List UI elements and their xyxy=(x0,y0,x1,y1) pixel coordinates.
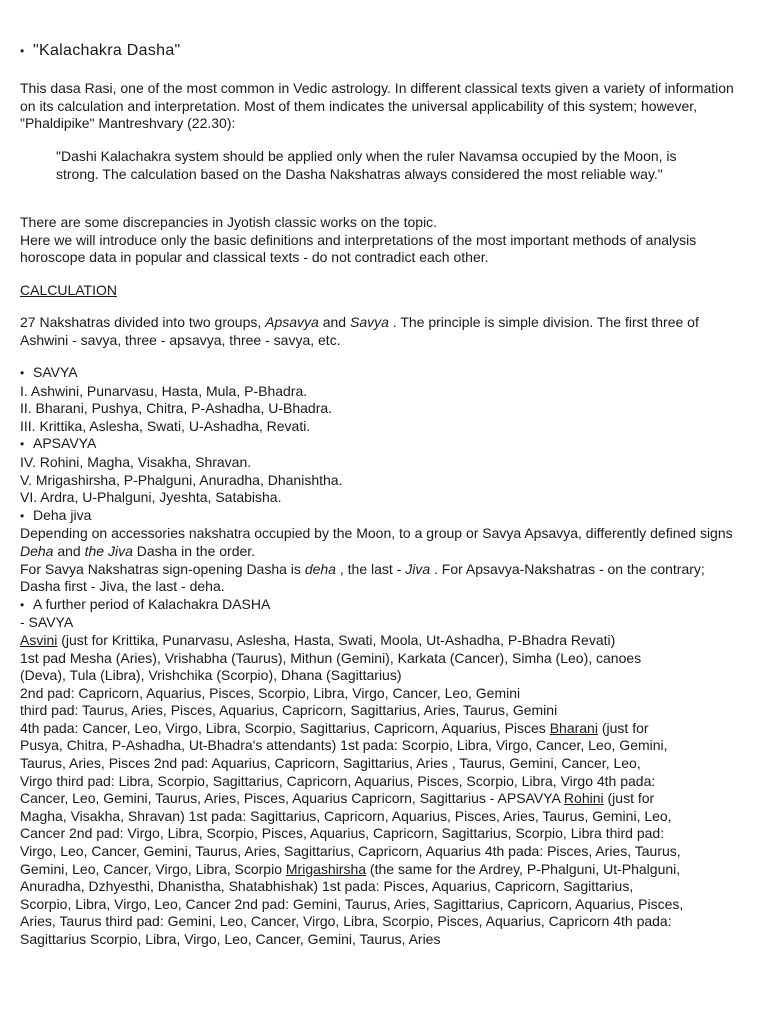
introduction-line: Here we will introduce only the basic definitions and interpretations of the most important methods of analysis horoscope data in popular and classical texts - do not contradict each other. xyxy=(20,231,697,266)
bharani-line-5: Cancer, Leo, Gemini, Taurus, Aries, Pisces, Aquarius Capricorn, Sagittarius - APSAVYA Rohini (just for xyxy=(20,790,655,807)
savya-dash-label: - SAVYA xyxy=(20,614,74,631)
asvini-line-3: (Deva), Tula (Libra), Vrishchika (Scorpio), Dhana (Sagittarius) xyxy=(20,667,402,684)
bharani-line-4: Virgo third pad: Libra, Scorpio, Sagittarius, Capricorn, Aquarius, Pisces, Scorpio, Libra, Virgo 4th pada: xyxy=(20,772,656,789)
page-title: • "Kalachakra Dasha" xyxy=(20,42,181,61)
calculation-heading[interactable]: CALCULATION xyxy=(20,282,117,298)
bharani-line-2: Pusya, Chitra, P-Ashadha, Ut-Bhadra's attendants) 1st pada: Scorpio, Libra, Virgo, Cancer, Leo, Gemini, xyxy=(20,737,668,754)
intro-paragraph: This dasa Rasi, one of the most common in Vedic astrology. In different classical texts given a variety of information on its calculation and interpretation. Most of them indicates the universal applicability of this system; however, "Phaldipike" Mantreshvary (22.30): xyxy=(20,80,734,132)
mrigashirsha-link[interactable]: Mrigashirsha xyxy=(285,860,367,877)
rohini-link[interactable]: Rohini xyxy=(563,790,604,807)
discrepancies-paragraph xyxy=(20,214,740,267)
mrigashirsha-line-5: Sagittarius Scorpio, Libra, Virgo, Leo, Cancer, Gemini, Taurus, Aries xyxy=(20,931,441,947)
nakshatra-groups xyxy=(20,364,740,949)
asvini-line-1: Asvini (just for Krittika, Punarvasu, Aslesha, Hasta, Swati, Moola, Ut-Ashadha, P-Bhadra Revati) xyxy=(20,631,616,648)
rohini-line-5: Gemini, Leo, Cancer, Virgo, Libra, Scorpio Mrigashirsha (the same for the Ardrey, P-Phalguni, Ut-Phalguni, xyxy=(20,860,681,877)
mrigashirsha-line-2: Anuradha, Dzhyesthi, Dhanistha, Shatabhishak) 1st pada: Pisces, Aquarius, Capricorn, Sagittarius, xyxy=(20,878,634,895)
asvini-line-5: third pad: Taurus, Aries, Pisces, Aquarius, Capricorn, Sagittarius, Aries, Taurus, Gemini xyxy=(20,702,558,719)
asvini-line-6: 4th pada: Cancer, Leo, Virgo, Libra, Scorpio, Sagittarius, Capricorn, Aquarius, Pisces Bharani (just for xyxy=(20,719,649,736)
deha-jiva-label: • Deha jiva xyxy=(20,507,740,526)
rohini-line-3: Cancer 2nd pad: Virgo, Libra, Scorpio, Pisces, Aquarius, Capricorn, Sagittarius, Scorpio, Libra third pad: xyxy=(20,825,665,842)
savya-label: • SAVYA xyxy=(20,364,740,383)
rohini-line-4: Virgo, Leo, Cancer, Gemini, Taurus, Aries, Sagittarius, Capricorn, Aquarius 4th pada: Pisces, Aries, Taurus, xyxy=(20,843,681,860)
list-item: IV. Rohini, Magha, Visakha, Shravan. xyxy=(20,453,252,470)
period-label: • A further period of Kalachakra DASHA xyxy=(20,596,740,615)
apsavya-label: • APSAVYA xyxy=(20,435,740,454)
bharani-line-3: Taurus, Aries, Pisces 2nd pad: Aquarius, Capricorn, Sagittarius, Aries , Taurus, Gemini, Cancer, Leo, xyxy=(20,755,641,772)
bharani-link[interactable]: Bharani xyxy=(549,719,598,736)
list-item: V. Mrigashirsha, P-Phalguni, Anuradha, Dhanishtha. xyxy=(20,471,343,488)
list-item: VI. Ardra, U-Phalguni, Jyeshta, Satabisha. xyxy=(20,489,282,506)
rohini-line-2: Magha, Visakha, Shravan) 1st pada: Sagittarius, Capricorn, Aquarius, Pisces, Aries, Taurus, Gemini, Leo, xyxy=(20,807,672,824)
calculation-paragraph: 27 Nakshatras divided into two groups, Apsavya and Savya . The principle is simple division. The first three of Ashwini - savya, three - apsavya, three - savya, etc. xyxy=(20,314,699,348)
quote-block: "Dashi Kalachakra system should be applied only when the ruler Navamsa occupied by the Moon, is strong. The calculation based on the Dasha Nakshatras always considered the most reliable way." xyxy=(56,148,677,182)
mrigashirsha-line-4: Aries, Taurus third pad: Gemini, Leo, Cancer, Virgo, Libra, Scorpio, Pisces, Aquarius, Capricorn 4th pada: xyxy=(20,913,672,930)
discrepancies-line: There are some discrepancies in Jyotish classic works on the topic. xyxy=(20,214,438,230)
deha-jiva-text: Depending on accessories nakshatra occupied by the Moon, to a group or Savya Apsavya, differently defined signs Deha and the Jiva Dasha in the order. For Savya Nakshatras sign-opening Dasha is deha , the last - Jiva . For Apsavya-Nakshatras - on the contrary; Dasha first - Jiva, the last - deha. xyxy=(20,525,733,595)
asvini-line-4: 2nd pad: Capricorn, Aquarius, Pisces, Scorpio, Libra, Virgo, Cancer, Leo, Gemini xyxy=(20,684,521,701)
asvini-line-2: 1st pad Mesha (Aries), Vrishabha (Taurus), Mithun (Gemini), Karkata (Cancer), Simha (Leo), canoes xyxy=(20,649,642,666)
list-item: I. Ashwini, Punarvasu, Hasta, Mula, P-Bhadra. xyxy=(20,382,308,399)
mrigashirsha-line-3: Scorpio, Libra, Virgo, Leo, Cancer 2nd pad: Gemini, Taurus, Aries, Sagittarius, Capricorn, Aquarius, Pisces, xyxy=(20,895,684,912)
asvini-link[interactable]: Asvini xyxy=(20,631,58,648)
list-item: III. Krittika, Aslesha, Swati, U-Ashadha, Revati. xyxy=(20,417,311,434)
list-item: II. Bharani, Pushya, Chitra, P-Ashadha, U-Bhadra. xyxy=(20,400,333,417)
